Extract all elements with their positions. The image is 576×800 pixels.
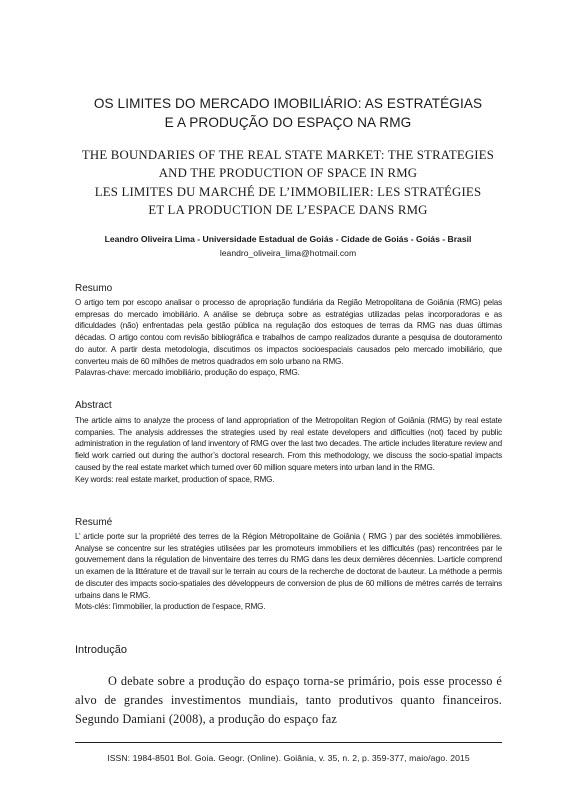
title-english-line-2: AND THE PRODUCTION OF SPACE IN RMG [158, 166, 418, 180]
resumo-body [75, 297, 502, 379]
abstract-body [75, 415, 502, 485]
author-affiliation: Leandro Oliveira Lima - Universidade Estadual de Goiás - Cidade de Goiás - Goiás - Brasil [104, 234, 472, 244]
resumo-keywords: Palavras-chave: mercado imobiliário, produção do espaço, RMG. [75, 368, 300, 378]
resumo-heading: Resumo [75, 283, 113, 294]
footer-divider [75, 742, 502, 743]
title-french [60, 183, 516, 219]
title-english [60, 146, 516, 182]
title-english-line-1: THE BOUNDARIES OF THE REAL STATE MARKET: THE STRATEGIES [81, 148, 495, 162]
abstract-heading: Abstract [75, 400, 112, 411]
introduction-heading: Introdução [75, 644, 127, 656]
author-email: leandro_oliveira_lima@hotmail.com [219, 248, 357, 258]
resume-keywords: Mots-clés: l’immobilier, la production de l’espace, RMG. [75, 602, 266, 612]
title-french-line-1: LES LIMITES DU MARCHÉ DE L’IMMOBILIER: LES STRATÉGIES [94, 185, 482, 199]
abstract-text: The article aims to analyze the process of land appropriation of the Metropolitan Region of Goiânia (RMG) by real estate companies. The analysis addresses the strategies used by real estate developers and difficulties (not) faced by public administration in the regulation of land inventory of RMG over the last two decades. The article includes literature review and field work carried out during the author’s doctoral research. From this methodology, we discuss the socio-spatial impacts caused by the real estate market which turned over 60 million square meters into urban land in the RMG. [75, 416, 502, 472]
resume-body [75, 531, 502, 613]
title-portuguese [60, 94, 516, 132]
title-portuguese-line-2: E A PRODUÇÃO DO ESPAÇO NA RMG [164, 115, 412, 130]
introduction-paragraph: O debate sobre a produção do espaço torna-se primário, pois esse processo é alvo de grandes investimentos mundiais, tanto produtivos quanto financeiros. Segundo Damiani (2008), a produção do espaço faz [75, 674, 502, 726]
resumo-text: O artigo tem por escopo analisar o processo de apropriação fundiária da Região Metropolitana de Goiânia (RMG) pelas empresas do mercado imobiliário. A análise se debruça sobre as estratégias utilizadas pelas incorporadoras e as dificuldades (não) enfrentadas pela gestão pública na regulação dos estoques de terras da RMG nas duas últimas décadas. O artigo contou com revisão bibliográfica e trabalhos de campo realizados durante a pesquisa de doutoramento do autor. A partir desta metodologia, discutimos os impactos socioespaciais causados pelo mercado imobiliário, que converteu mais de 60 milhões de metros quadrados em solo urbano na RMG. [75, 298, 502, 366]
journal-citation-footer: ISSN: 1984-8501 Bol. Goia. Geogr. (Online). Goiânia, v. 35, n. 2, p. 359-377, maio/ago. 2015 [107, 753, 470, 763]
title-portuguese-line-1: OS LIMITES DO MERCADO IMOBILIÁRIO: AS ESTRATÉGIAS [93, 96, 483, 111]
abstract-keywords: Key words: real estate market, production of space, RMG. [75, 474, 275, 484]
resume-text: L’ article porte sur la propriété des terres de la Région Métropolitaine de Goiânia ( RMG ) par des sociétés immobilières. Analyse se concentre sur les stratégies utilisées par les promoteurs immobiliers et les difficultés (pas) rencontrées par le gouvernement dans la régulation de l›inventaire des terres du RMG dans les deux dernières décennies. L›article comprend un examen de la littérature et de travail sur le terrain au cours de la recherche de doctorat de l›auteur. La méthode a permis de discuter des impacts socio-spatiales des développeurs de conversion de plus de 60 millions de mètres carrés de terrains urbains dans le RMG. [75, 532, 502, 600]
resume-heading: Resumé [75, 517, 113, 528]
title-french-line-2: ET LA PRODUCTION DE L’ESPACE DANS RMG [148, 203, 428, 217]
